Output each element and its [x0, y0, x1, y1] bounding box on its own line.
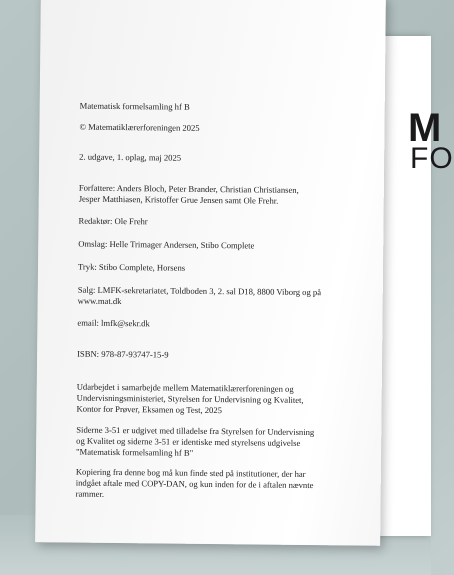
cover-title-line1: M [408, 106, 442, 150]
book-title: Matematisk formelsamling hf B [79, 100, 190, 112]
copying-text: Kopiering fra denne bog må kun finde sted på institutioner, der har indgået aftale med COPY-DAN, og kun inden for de i aftalen nævnte rammer. [75, 466, 314, 500]
copyright-line: © Matematiklærerforeningen 2025 [79, 121, 200, 133]
permission-text: Siderne 3-51 er udgivet med tilladelse fra Styrelsen for Undervisning og Kvalitet og siderne 3-51 er identiske med styrelsens udgivelse "Matematisk formelsamling hf B" [76, 424, 315, 459]
sales-text: Salg: LMFK-sekretariatet, Toldboden 3, 2. sal D18, 8800 Viborg og på www.mat.dk [77, 284, 322, 307]
cover-credit: Omslag: Helle Trimager Andersen, Stibo Complete [78, 238, 255, 251]
authors-text: Forfattere: Anders Bloch, Peter Brander, Christian Christiansen, Jesper Matthiasen, Kristoffer Grue Jensen samt Ole Frehr. [78, 182, 299, 206]
cover-title-line2: FO [410, 142, 454, 175]
collaboration-text: Udarbejdet i samarbejde mellem Matematiklærerforeningen og Undervisningsministeriet, Styrelsen for Undervisning og Kvalitet, Kontor for Prøver, Eksamen og Test, 2025 [76, 381, 304, 416]
print-credit: Tryk: Stibo Complete, Horsens [77, 261, 186, 273]
edition-line: 2. udgave, 1. oplag, maj 2025 [79, 151, 182, 163]
email-line: email: lmfk@sekr.dk [77, 317, 150, 329]
editor-line: Redaktør: Ole Frehr [78, 215, 148, 227]
isbn-line: ISBN: 978-87-93747-15-9 [77, 348, 169, 360]
colophon-page [35, 0, 386, 546]
